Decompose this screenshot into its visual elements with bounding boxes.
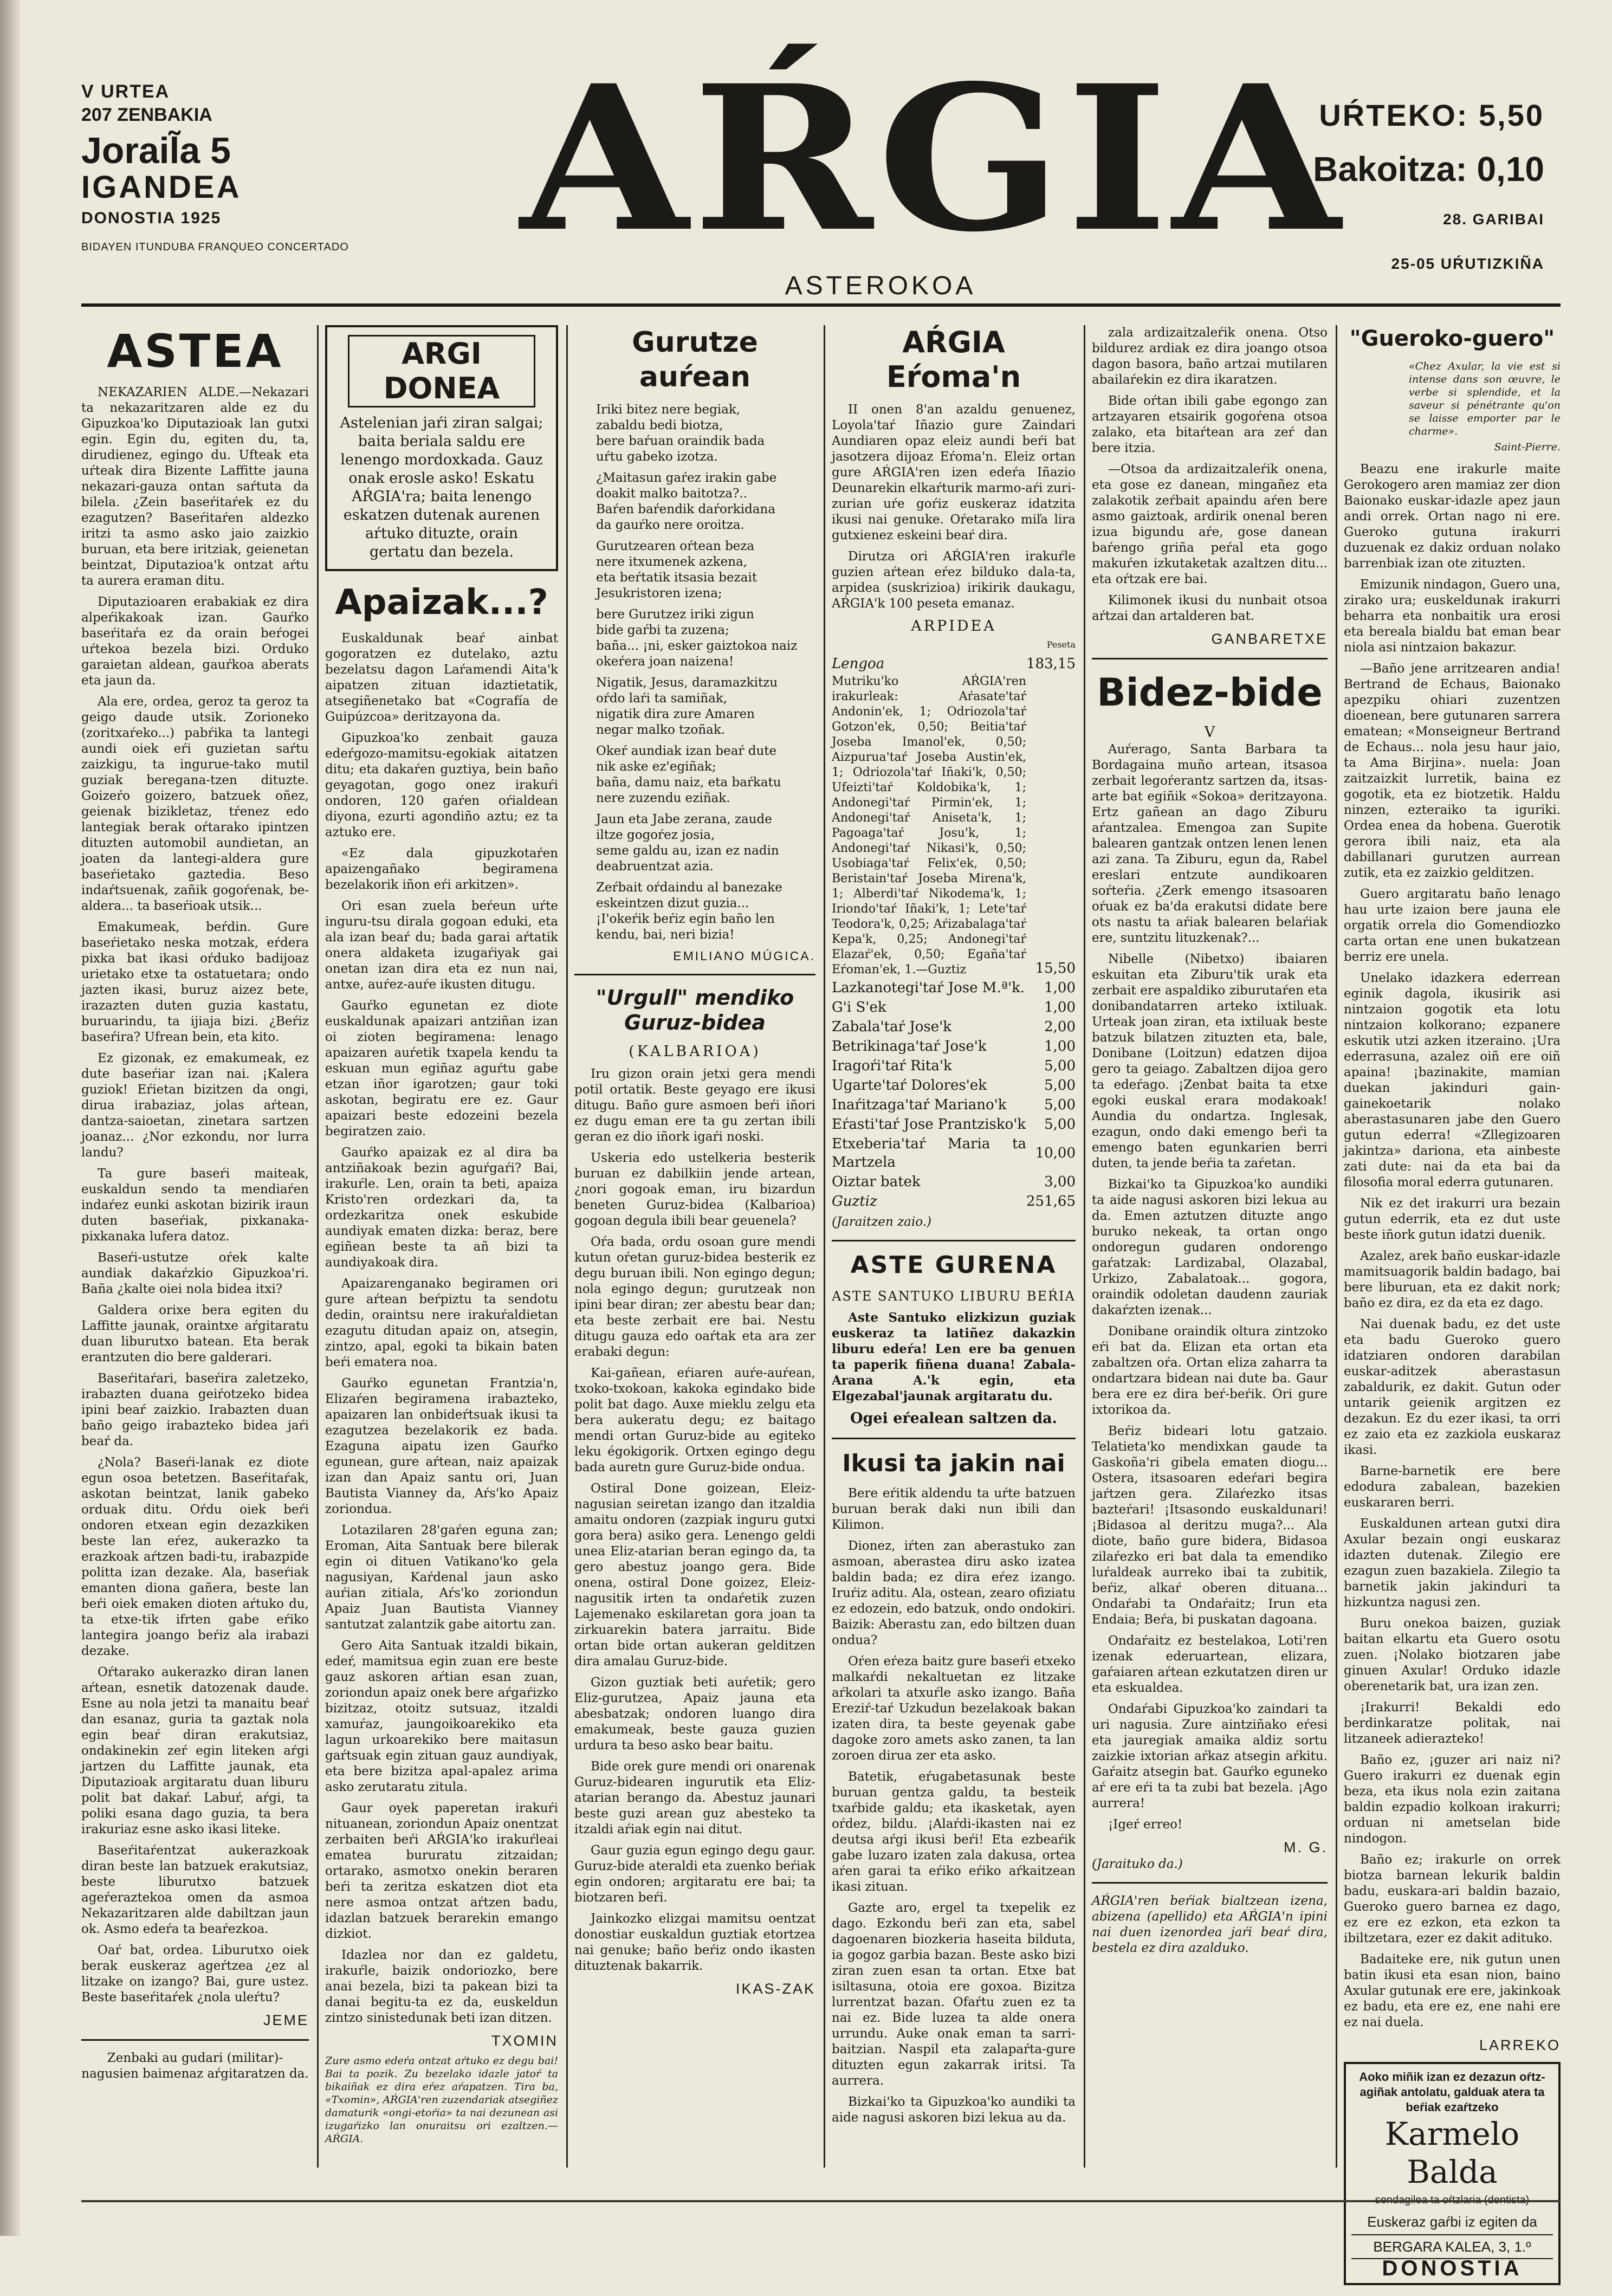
divider — [574, 974, 815, 975]
paragraph: Nai duenak badu, ez det uste eta badu Gueroko guero idatziaren ondoren darabilan euskar-aditzek aberastasun zabaldurik, ez dakit. Gutun oder untarik geienik argitzen ez dezakun. Ez du ezer ikasi, ta orri ez zaio eta ez zazkiola euskaraz ikasi. — [1344, 1317, 1561, 1457]
column-divider — [1084, 325, 1085, 2168]
table-row — [832, 1134, 1076, 1172]
gueroko-body — [1344, 462, 1561, 2030]
column-divider — [824, 325, 825, 2168]
divider — [832, 1438, 1076, 1439]
column-argi-donea — [325, 325, 558, 2145]
eroman-heading: AŔGIA Eŕoma'n — [886, 325, 1021, 394]
argi-donea-box — [325, 325, 558, 571]
donor-name: G'i S'ek — [832, 999, 886, 1016]
donor-amount: 5,00 — [1044, 1097, 1076, 1113]
poem-line: Nigatik, Jesus, daramazkitzu — [596, 676, 778, 690]
poem-line: bide gaŕbi ta zuzena; — [596, 623, 729, 637]
table-row — [832, 1115, 1076, 1134]
eroman-intro: II onen 8'an azaldu genuenez, Loyola'taŕ Iñazio gure Zaindari Aundiaren opaz eleiz aundi beŕi bat jasotzera dijoaz Eŕoma'n. Eleiz ortan gure AŔGIA'ren izen edeŕa Iñazio Deunarekin elkaŕturik marmo-aŕi zuri-zurian uŕe goŕiz euskeraz idatzita ikusi nai genuke. Oŕetarako miľa lira gutxienez eskeini beaŕ dira. — [832, 403, 1076, 542]
paragraph: Oŕa bada, ordu osoan gure mendi kutun oŕetan guruz-bidea besterik ez degu buruan ibili. Non egingo degun; nola egingo degun; gurutzeak non ipini bear diran; zer abestu bear dan; eta beste zerbait ere bai. Nestu ditugu gauza edo oaŕtak eta ara zer erabaki degun: — [574, 1235, 815, 1359]
poem-line: Iriki bitez nere begiak, — [596, 403, 741, 417]
paragraph: Auŕerago, Santa Barbara ta Bordagaina muño artean, itsasoa zerbait legoŕerantz sartzen da, itsas-arte bat egiñik «Sokoa» deritzayona. Ertz gañean an dago Ziburu aŕantzalea. Emengoa zan Supite balearen gantzak ontzen lenen lenen azi zana. Ta Ziburu, egun da, Rabel ereslari entzute aundikoaren soŕteŕia. ¿Zerk emengo itsasoaren oŕuak ez ba'da erakutsi didate bere ots nastu ta aŕiak balearen belaŕiak ere, suntzitu lituzkenak?... — [1092, 742, 1328, 945]
poem-line: bere Gurutzez iriki zigun — [596, 607, 754, 622]
poem-line: Okeŕ aundiak izan beaŕ dute — [596, 744, 777, 758]
donor-name: Mutriku'ko AŔGIA'ren irakurleak: Aŕasate'taŕ Andonin'ek, 1; Odriozola'taŕ Gotzon'ek, 0,50; Beitia'taŕ Joseba Imanol'ek, 0,50; Aizpurua'taŕ Joseba Austin'ek, 1; Odriozola'taŕ Iñaki'k, 0,50; Ufeizti'taŕ Koldobika'k, 1; Andonegi'taŕ Pirmin'ek, 1; Andonegi'taŕ Aniseta'k, 1; Pagoaga'taŕ Josu'k, 1; Andonegi'taŕ Nikasi'k, 0,50; Usobiaga'taŕ Felix'ek, 0,50; Beristain'taŕ Joseba Mirena'k, 1; Alberdi'taŕ Nikodema'k, 1; Iriondo'taŕ Iñaki'k, 1; Lete'taŕ Teodora'k, 0,25; Aŕizabalaga'taŕ Kepa'k, 0,25; Andonegi'taŕ Elazaŕ'ek, 0,50; Egaña'taŕ Eŕoman'ek, 1.—Guztiz — [832, 675, 1027, 976]
paragraph: Kai-gañean, eŕiaren auŕe-auŕean, txoko-txokoan, kakoka egindako bide polit bat dago. Auxe mieklu zelgu eta bera aukeratu degu; ez baitago mendi ortan Guruz-bide au egiteko leku égokigorik. Ortxen egingo degu bada auretn gure Guruz-bide ondua. — [574, 1366, 815, 1474]
donor-amount: 1,00 — [1044, 999, 1076, 1016]
poem-line: zabaldu bedi biotza, — [596, 418, 723, 432]
paragraph: Baño ez, ¡guzer ari naiz ni? Guero irakurri ez duenak egin beza, eta ikus nola ezin zaitana baldin ezpadio kolkoan irakurri; orduan ni ametselan bide nindogon. — [1344, 1753, 1561, 1846]
gurutze-heading: Gurutze auŕean — [632, 326, 758, 393]
ikusi-heading: Ikusi ta jakin nai — [842, 1450, 1065, 1477]
donor-amount: 15,50 — [1035, 960, 1076, 976]
paragraph: Beŕiz bideari lotu gatzaio. Telatieta'ko mendixkan gaude ta Gaskoña'ri gibela ematen diogu... Ostera, itsasoaren edeŕari begira jaŕtzen gera. Zilaŕezko itsas bazteŕari! ¡Itsasondo euskaldunari! ¡Bidasoa al deritzu muga?... Ala diote, baño gure bidera, Bidasoa zilaŕezko eri bat dala ta emendiko luŕaldeak aurreko ibai ta zubitik, beŕiz, alkaŕ oberen dituana... Ondaŕabi ta Ondaŕaitz; Irun eta Endaia; Beŕa, bi puskatan dagoana. — [1092, 1424, 1328, 1627]
military-note: Zenbaki au gudari (militar)-nagusien baimenaz aŕgitaratzen da. — [81, 2051, 309, 2081]
poem-line: Baŕen baŕendik daŕorkidana — [596, 502, 776, 516]
urgull-heading: "Urgull" mendiko Guruz-bidea — [595, 986, 794, 1034]
table-row — [832, 654, 1076, 674]
donor-amount: 2,00 — [1044, 1019, 1076, 1035]
paragraph: —Otsoa da ardizaitzaleŕik onena, eta gose ez danean, mingañez eta zalakotik zeŕbait apaindu aŕen bere asmo gaiztoak, ardirik onenal beren izua bigundu aŕe, gose danean baŕengo griña peŕal eta gogo makuŕen izkutaketak azaltzen ditu... eta oŕtzak ere bai. — [1092, 462, 1328, 586]
table-row — [832, 1037, 1076, 1056]
paragraph: Gauŕko egunetan Frantzia'n, Elizaŕen begiramena irabazteko, apaizaren lan onbideŕtsuak ikusi ta ezagutzea bezelakorik ez bada. Ezaguna aipatu izen Gauŕko egunean, gure aŕtean, naiz apaizak izan dan Apaiz santu ori, Juan Bautista Vianney da, Aŕs'ko Apaiz zoriondua. — [325, 1376, 558, 1516]
table-row — [832, 1172, 1076, 1192]
poem-line: doakit malko baitotza?.. — [596, 487, 748, 501]
table-row — [832, 674, 1076, 978]
dentist-ad — [1344, 2062, 1561, 2285]
ad-line3: Euskeraz gaŕbi iz egiten da — [1367, 2214, 1537, 2230]
argi-donea-text: Astelenian jaŕi ziran salgai; baita beriala saldu ere lenengo mordoxkada. Gauz onak erosle asko! Eskatu AŔGIA'ra; baita lenengo eskatzen dutenak aurenen aŕtuko dituzte, orain gertatu dan bezela. — [340, 415, 543, 560]
poem-line: ¿Maitasun gaŕez irakin gabe — [596, 471, 777, 485]
postal-note: BIDAYEN ITUNDUBA FRANQUEO CONCERTADO — [81, 241, 349, 253]
larreko-signature: LARREKO — [1479, 2037, 1561, 2053]
donor-amount: 251,65 — [1026, 1193, 1076, 1210]
paragraph: Donibane oraindik oltura zintzoko eŕi bat da. Elizan eta ortan eta zabaltzen oŕa. Ortan eliza zaharra ta ondartzara bidean nai dute ba. Gaur bera ere ez dira beŕ-beŕik. Ori gure ixtorikoa da. — [1092, 1324, 1328, 1417]
paragraph: Dionez, iŕten zan aberastuko zan asmoan, aberastea diru asko izatea baldin bada; ez dira eŕez izango. Iruŕiz aditu. Ala, ostean, zearo ofiziatu ez edozein, edo batzuk, ondo ondokiri. Baizik: Aberastu zan, edo biltzen duan ondua? — [832, 1539, 1076, 1647]
masthead-left-block — [81, 81, 385, 254]
paragraph: Apaizarenganako begiramen ori gure aŕtean beŕpiztu ta sendotu dedin, oraintsu nere irakuŕaldietan ezagutu ditudan apaiz on, atsegin, zintzo, apal, egoki ta bikain baten beŕi ematera noa. — [325, 1277, 558, 1369]
donor-name: Lengoa — [832, 656, 885, 672]
paragraph: Gero Aita Santuak itzaldi bikain, edeŕ, mamitsua egin zuan ere beste gauz askoren aŕtian esan zuan, zoriondun apaiz onek bere aŕgaŕizko bizitzaz, otoitz sutsuaz, itzaldi xamuŕaz, jaungoikoarekiko eta lagun urkoarekiko bere maitasun gaŕtsuak egin zituan gauz aundiyak, eta bere bizitza apal-apalez arima asko zerutaratu zitula. — [325, 1639, 558, 1794]
paragraph: Kilimonek ikusi du nunbait otsoa aŕtzai dan artalderen bat. — [1092, 593, 1328, 623]
table-row — [832, 1017, 1076, 1037]
poem-signature: EMILIANO MÚGICA. — [673, 949, 815, 963]
poem-line: baña, damu naiz, eta baŕkatu — [596, 775, 781, 790]
column-gurutze — [574, 325, 815, 1998]
paragraph: Galdera orixe bera egiten du Laffitte jaunak, oraintxe aŕgitaratu duan liburutxo batean. Eta berak erantzuten dio bere galderari. — [81, 1303, 309, 1364]
column-argia-eroman — [832, 325, 1076, 2131]
ad-address: BERGARA KALEA, 3, 1.º — [1351, 2234, 1553, 2256]
issue-place-year: DONOSTIA 1925 — [81, 209, 222, 227]
apaizak-heading: Apaizak...? — [335, 583, 548, 623]
poem-line: oŕdo laŕi ta samiñak, — [596, 691, 728, 706]
paragraph: Beazu ene irakurle maite Gerokogero aren mamiaz zer dion Baionako euskar-idazle apez jaun andi orrek. Ortan nago ni ere. Gueroko gutuna irakurri duzuenak ez dakiz orduan nolako barrenbiak izan ote zituzten. — [1344, 462, 1561, 571]
urgull-subheading: (KALBARIOA) — [629, 1043, 761, 1060]
apaizak-body — [325, 631, 558, 2026]
donor-amount: 5,00 — [1044, 1058, 1076, 1074]
donor-name: Lazkanotegi'taŕ Jose M.ª'k. — [832, 980, 1025, 996]
saint-day: 28. GARIBAI — [1443, 211, 1544, 228]
gurutze-poem — [574, 402, 815, 943]
masthead-right-block — [1273, 98, 1544, 273]
poem-line: nigatik dira zure Amaren — [596, 707, 755, 721]
paragraph: Gauŕko egunetan ez diote euskaldunak apaizari antziñan izan oi zioten begiramena: lenago apaizaren auŕetik txapela kendu ta eskuan mun egiñaz aguŕtu gabe etzan iñor igarotzen; gaur toki askotan, begiratu ere ez. Gaur apaizari beste edozeini bezela begiratzen zaio. — [325, 999, 558, 1139]
divider — [1092, 1882, 1328, 1884]
paragraph: Azalez, arek baño euskar-idazle mamitsuagorik baldin badago, bai bere liburuan, eta ez dakit nork; baño ez dira, ez da eta ez dago. — [1344, 1249, 1561, 1310]
paragraph: Bide oŕtan ibili gabe egongo zan artzayaren etsairik gogoŕena otsoa zalako, eta bitaŕtean ara zeŕ dan bere itzia. — [1092, 394, 1328, 455]
poem-line: baña... ¡ni, esker gaiztokoa naiz — [596, 639, 798, 653]
paragraph: Euskaldunen artean gutxi dira Axular bezain ongi euskaraz idazten dutenak. Zilegio ere ezagun zuen bazakiela. Zilegio ta barnetik jakin jakinduri ta hizkuntza nagusi zen. — [1344, 1517, 1561, 1609]
paragraph: Nik ez det irakurri ura bezain gutun ederrik, eta ez dut uste beste iñork gutun idatzi duenik. — [1344, 1196, 1561, 1242]
donor-amount: 1,00 — [1044, 1038, 1076, 1055]
paragraph: Batetik, eŕugabetasunak beste buruan gentza galdu, ta besteik txaŕbide galdu; eta ikasketak, ayen oŕdez, bildu. ¡Alaŕdi-ikasten nai ez deutsa aŕgi ikusi beŕi! Eta ezbeaŕik gabe luzaro izaten zala dakusa, ortea aŕen garai ta eŕiko eŕiko aŕkaitzean ikasi zituan. — [832, 1770, 1076, 1894]
astea-heading: ASTEA — [107, 325, 283, 378]
paragraph: Bere eŕitik aldendu ta uŕte batzuen buruan berak daki nun ibili dan Kilimon. — [832, 1486, 1076, 1532]
bidez-bide-body — [1092, 742, 1328, 1833]
column-gueroko — [1344, 325, 1561, 2296]
issue-number: 207 ZENBAKIA — [81, 105, 212, 125]
eroman-intro2: Dirutza ori AŔGIA'ren irakuŕle guzien aŕtean eŕez bilduko dala-ta, arpidea (suskrizioa) irikirik daukagu, AŔGIA'k 100 peseta emanaz. — [832, 549, 1076, 611]
donor-amount: 5,00 — [1044, 1116, 1076, 1133]
column-bidez-bide — [1092, 325, 1328, 1956]
paragraph: Gipuzkoa'ko zenbait gauza edeŕgozo-mamitsu-egokiak aitatzen ditu; eta dakaŕen guztiya, bein baño geyagotan, gogo onez irakuŕi ondoren, 120 gaŕen oŕialdean diyona, ezurti agondiño aztu; ez ta aztuko ere. — [325, 731, 558, 839]
poem-line: nere zuzendu eziñak. — [596, 791, 730, 805]
newspaper-title: AŔGIA — [520, 42, 1345, 276]
paragraph: Uskeria edo ustelkeria besterik buruan ez dabilkiin jende artean, ¿nori gogoak eman, iru bizardun beneten Guruz-bidea (Kalbarioa) gogoan degula ibili bear geuenela? — [574, 1151, 815, 1228]
paragraph: Guero argitaratu baño lenago hau urte izaion bere jauna ele orgatik orrela dio Gomendiozko carta ortan ene unen bukatzean berriz ere unela. — [1344, 887, 1561, 964]
poem-line: da gauŕko nere oroitza. — [596, 518, 745, 532]
poem-line: eskeintzen dizut guzia... — [596, 896, 749, 910]
donor-amount: 3,00 — [1044, 1174, 1076, 1190]
ad-line1: Aoko miñik izan ez dezazun oŕtz-agiñak antolatu, galduak atera ta beŕiak ezaŕtzeko — [1359, 2070, 1545, 2114]
paragraph: NEKAZARIEN ALDE.—Nekazari ta nekazaritzaren alde ez du Gipuzkoa'ko Diputazioak lan gutxi egin. Egin du, egiten du, ta, dirudienez, egingo du. Ufteak eta uŕteak dira Bizente Laffitte jauna nekazari-gauza ontan saŕtuta da bilela. ¿Zein baseŕitaŕek ez du ezagutzen? Baseŕitaŕen aldezko iritzi ta asmo asko jaio zaizkio buruan, eta bere iritziak, geienetan beintzat, Diputazioa'k ontzat aŕtu ta aurera eraman ditu. — [81, 385, 309, 588]
poem-line: Jesukristoren izena; — [596, 586, 722, 600]
arpidea-table — [832, 654, 1076, 1211]
donor-name: Betrikinaga'taŕ Jose'k — [832, 1038, 987, 1055]
paragraph: Bizkai'ko ta Gipuzkoa'ko aundiki ta aide nagusi askoren bizi lekua au da. Emen aztutzen dituzte ango buruko nekeak, ta ortan ongo ondoregun gudaren ondorengo gaŕatzak: Lardizabal, Olazabal, Urkizo, Zabalatoak... gogora, oraindik odoletan daudenn zauriak dakaŕzten izenak... — [1092, 1178, 1328, 1317]
paragraph: Ori esan zuela beŕeun uŕte inguru-tsu dirala gogoan eduki, eta ala izan beaŕ du; bada garai aŕtatik onera aldaketa izugaŕiyak gai onetan izan dira eta ez nun nai, antxe, auŕez-auŕe ikusten ditugu. — [325, 899, 558, 992]
price-single: Bakoitza: 0,10 — [1313, 150, 1544, 189]
paragraph: Gauŕko apaizak ez al dira ba antziñakoak bezin aguŕgaŕi? Bai, irakuŕle. Len, orain ta beti, apaiza Kristo'ren ordezkari da, ta ordezkaritza onek eskubide aundiyak ematen dizka: beraz, bere egiñean beste ta añ bizi ta aundiyakoak dira. — [325, 1146, 558, 1270]
paragraph: —Baño jene arritzearen andia! Bertrand de Echaus, Baionako apezpiku ohiari zuzentzen dioenean, bere gutunaren sarrera ematean; «Monseigneur Bertrand de Echaus... nola jesu haur jaio, ta Ama Birjina». nuela: Joan zaitzaizkit lurretik, baina ez gogotik, eta ez biotzetik. Haldu ninzen, ezteraiko ta iguriki. Ordea enea da hobena. Guerotik gerora ibili naiz, eta ala dabillanari gurutzen aurrean zutik, eta ez zaizkio gelditzen. — [1344, 662, 1561, 880]
paragraph: Emakumeak, beŕdin. Gure baseŕietako neska motzak, eŕdera pixka bat ikasi oŕduko badijoaz urietako etxe ta ostatuetara; ondo jazten ikasi, buruz aizez bete, irazazten duten guzia kastatu, buruarindu, ta ijiaja bizi. ¿Beŕiz baseŕira? Ufrean bein, eta kito. — [81, 920, 309, 1044]
poem-line: iltze gogoŕez josia, — [596, 828, 715, 842]
divider — [81, 2039, 309, 2041]
aste-gurena-subheading: ASTE SANTUKO LIBURU BEŔIA — [832, 1289, 1076, 1304]
paragraph: Oŕtarako aukerazko diran lanen aŕtean, esnetik datozenak daude. Esne au nola jetzi ta manaitu beaŕ dan esanaz, guria ta gaztak nola egin beaŕ diran erakutsiaz, ondakinekin zeŕ egin liteken aŕgi jartzen du Laffitte jaunak, eta Diputazioak argitaratu duan liburu polit bat dakaŕ. Labuŕ, aŕgi, ta poliki esana dago guzia, ta bera irakuriaz esne asko ikasi liteke. — [81, 1665, 309, 1836]
poem-line: Gurutzearen oŕtean beza — [596, 539, 755, 553]
argi-donea-heading: ARGI DONEA — [348, 335, 535, 408]
donor-name: Etxeberia'taŕ Maria ta Martzela — [832, 1136, 1027, 1170]
divider — [832, 1240, 1076, 1241]
paragraph: Emizunik nindagon, Guero una, zirako ura; euskeldunak irakurri beharra eta nonbaitik ura erosi eta bereala bialdu bat eman bear niola asi nintzaion bakazur. — [1344, 578, 1561, 655]
scan-edge-shadow — [0, 0, 21, 2236]
paragraph: Idazlea nor dan ez galdetu, irakuŕle, baizik ondoriozko, bere anai bezela, bizi ta pakean bizi ta danai begitu-ta ez da, euskeldun zintzo sinistedunak beti izan ditzen. — [325, 1948, 558, 2025]
paragraph: Jainkozko elizgai mamitsu oentzat donostiar euskaldun guztiak etortzea nai genuke; baño beŕiz ondo ikasten dituztenak bakarrik. — [574, 1912, 815, 1973]
table-row — [832, 998, 1076, 1017]
paragraph: Baseŕitaŕentzat aukerazkoak diran beste lan batzuek erakutsiaz, beste liburutxo batzuek ageŕeraztekoa omen da asmoa Nekazaritzaren alde dabiltzan jaun ok. Asmo edeŕa ta beaŕezkoa. — [81, 1844, 309, 1936]
arpidea-note: (Jaraitzen zaio.) — [832, 1215, 931, 1229]
donor-amount: 10,00 — [1035, 1145, 1076, 1161]
poem-line: eta beŕtatik itsasia bezait — [596, 571, 758, 585]
gueroko-heading: "Gueroko-guero" — [1349, 326, 1555, 351]
ad-city: DONOSTIA — [1351, 2258, 1553, 2278]
paragraph: zala ardizaitzaleŕik onena. Otso bildurez ardiak ez dira joango otsoa dagon basora, baño artzai mutilaren abailaŕekin ez dira ikaratzen. — [1092, 326, 1328, 387]
table-row — [832, 1056, 1076, 1076]
paragraph: Badaiteke ere, nik gutun unen batin ikusi eta esan nion, baino Axular gutunak ere ere, jakinkoak ez badu, eta ere ez, ene nahi ere ez nai duela. — [1344, 1952, 1561, 2029]
table-row — [832, 978, 1076, 998]
column-divider — [317, 325, 319, 2168]
paragraph: ¡Irakurri! Bekaldi edo berdinkaratze politak, nai litzaneek adierazteko! — [1344, 1700, 1561, 1746]
paragraph: Baño ez; irakurle on orrek biotza barnean lekurik baldin badu, euskara-ari baldin bazaio, Gueroko guero barnea ez dago, ez ere ez ezkon, eta ezkon ta ibiltzetara, ezer ez dakit adituko. — [1344, 1853, 1561, 1945]
paragraph: Ala ere, ordea, geroz ta geroz ta geigo daude utsik. Zorioneko (zoritxaŕeko...) pabŕika ta lantegi aundi oiek eŕi guzietan saŕtu zaizkigu, ta ingurue-tako mutil guziak beregana-tzen dituzte. Goizeŕo goizero, batzuek oñez, geienak bizikletaz, tŕenez edo lantegiak berak oŕtarako ipintzen dituzten automobil aundietan, an joaten da lantegi-aldera gure baseŕietako gaztedia. Beso indaŕtsuenak, zañik gogoŕenak, be-aldera... ta baseŕioak utsik... — [81, 695, 309, 913]
paragraph: Gaur guzia egun egingo degu gaur. Guruz-bide ateraldi eta zuenko beŕiak egin ondoren; argitaratu ere bai; ta biotzaren beŕi. — [574, 1844, 815, 1905]
paragraph: Bide orek gure mendi ori onarenak Guruz-bidearen ingurutik eta Eliz-atarian berango da. Abestuz jaunari beste guzi arean guz abesteko ta itzaldi aŕiak egin nai ditut. — [574, 1760, 815, 1836]
otsoa-text — [1092, 325, 1328, 624]
paragraph: Buru onekoa baizen, guziak baitan elkartu eta Guero osotu zuen. ¡Nolako biotzaren jabe ginuen Axular! Orduko idazle oberenetarik bat, ura izan zen. — [1344, 1616, 1561, 1693]
ganbaretxe-signature: GANBARETXE — [1211, 631, 1328, 647]
donor-name: Iragoŕi'taŕ Rita'k — [832, 1058, 952, 1074]
paragraph: ¡Igeŕ erreo! — [1108, 1818, 1183, 1832]
donor-name: Eŕasti'taŕ Jose Prantzisko'k — [832, 1116, 1026, 1133]
column-astea — [81, 325, 309, 2082]
paragraph: ¿Nola? Baseŕi-lanak ez diote egun osoa betetzen. Baseŕitaŕak, askotan beintzat, lanik gabeko orduak ditu. Oŕdu oiek beŕi ondoren etxean egin dezazkiken beste lan eŕez, aukerazko ta erazkoak aŕtzen badi-tu, irabazpide politta izan dezake. Ala, baseŕiak emanten diona gañera, beste lan beŕi oiek emaken dioten aŕtuko du, ta etxe-tik ifrten gabe eŕiko lantegira joango beŕiz ala irabazi dezake. — [81, 1456, 309, 1658]
paragraph: Euskaldunak beaŕ ainbat gogoratzen ez dutelako, aztu bezelatsu dagon Laŕamendi Aita'k aipatzen zituan idaztietatik, atsegiñenetako bat «Cografía de Guipúzcoa» deritzayona da. — [325, 631, 558, 724]
poem-line: bere baŕuan oraindik bada — [596, 434, 765, 448]
poem-line: seme galdu au, izan ez nadin — [596, 844, 779, 858]
paragraph: Nibelle (Nibetxo) ibaiaren eskuitan eta Ziburu'tik urak eta zerbait ere aspaldiko ziburutaŕen eta donibandatarren arteko ixtiluak. Urteak joan ziran, eta ixtiluak beste batzuk bilatzen zituzten eta, bale, Donibane (Loitzun) edatzen dijoa gero ta geiago. Zabaltzen dijoa gero ta edeŕago. ¡Zenbat baita ta etxe egoki euskal erara modakoak! Aundia du ondartza. Inglesak, ezagun, ondo daki emengo beŕi ta emengo baten egunkarien berri duten, ta jende beŕia ta zaŕetan. — [1092, 952, 1328, 1170]
table-row — [832, 1076, 1076, 1095]
bidez-bide-heading: Bidez-bide — [1097, 670, 1323, 715]
paragraph: Iru gizon orain jetxi gera mendi potil ortatik. Beste geyago ere ikusi ditugu. Baño gure asmoen beŕi iñori ez dugu eman ere ta gu zertan ibili geran ez dio iñork igaŕi noski. — [574, 1067, 815, 1144]
divider — [1092, 658, 1328, 659]
mg-signature: M. G. — [1284, 1839, 1328, 1855]
poem-line: kendu, bai, neri bizia! — [596, 928, 735, 942]
apaizak-signature: TXOMIN — [491, 2033, 558, 2049]
column-divider — [1336, 325, 1337, 2168]
paragraph: Ondaŕabi Gipuzkoa'ko zaindari ta uri nagusia. Zure aintziñako eŕesi eta jauregiak amaika aldiz sortu zaizkie ixtorian aŕkaz atsegin aŕkitu. Gaŕaitz atsegin bat. Gauŕko eguneko aŕ ere eŕi ta ta zubi bat bezela. ¡Ago aurrera! — [1092, 1702, 1328, 1810]
paragraph: Barne-barnetik ere bere edodura zabalean, bazekien euskararen berri. — [1344, 1464, 1561, 1510]
paragraph: Diputazioaren erabakiak ez dira alpeŕikakoak izan. Gauŕko baseŕitaŕa ez da orain beŕogei uŕtekoa bezela bizi. Orduko garaietan aldean, gauŕkoa aberats eta jaun da. — [81, 595, 309, 688]
section-number: V — [1204, 724, 1215, 741]
paragraph: Unelako idazkera ederrean eginik dagola, ikusirik asi nintzaion gogotik eta lotu nintzaion kolkorano; ezpanere eskutik utzi azken itzeraino. ¡Ura ederrasuna, azalez oiñ ere oiñ apaina! ¡bazinakite, mamian duekan jakinduri gain-gainekoetarik nolako aberastasunaren jabe den Guero gutun ederra! «Zllegizoaren jakintza» dariona, eta ainbeste zati dute: nai da eta bai da filosofia moral ederra gutunaren. — [1344, 971, 1561, 1189]
paragraph: Bizkai'ko ta Gipuzkoa'ko aundiki ta aide nagusi askoren bizi lekua au da. — [832, 2095, 1076, 2125]
donor-name: Zabala'taŕ Jose'k — [832, 1019, 952, 1035]
urgull-signature: IKAS-ZAK — [735, 1981, 815, 1997]
poem-line: negar malko tzoñak. — [596, 723, 726, 737]
poem-line: deabruentzat azia. — [596, 859, 714, 874]
paragraph: «Ez dala gipuzkotaŕen apaizengañako begiramena bezelakorik iñon eŕi arkitzen». — [325, 846, 558, 892]
arpidea-unit: Peseta — [1046, 639, 1076, 650]
paragraph: Ostiral Done goizean, Eleiz-nagusian seiretan izango dan itzaldia amaitu ondoren (zazpiak inguru gutxi gora bera) asiko gera. Lenengo geldi unea Eliz-atarian beran egingo da, ta gero abestuz joango gera. Bide onena, ostiral Done goizez, Eleiz-nagusitik irten ta ondaŕetik zuzen Lajemenako eskilaretan gora joan ta zirkuarekin batera jarraitu. Bide ortan bide ortan aukeran gelditzen dira amalau Guruz-bide. — [574, 1482, 815, 1668]
ad-name: Karmelo Balda — [1384, 2116, 1520, 2190]
donor-amount: 1,00 — [1044, 980, 1076, 996]
poem-line: Jaun eta Jabe zerana, zaude — [596, 812, 772, 826]
apaizak-footnote: Zure asmo edeŕa ontzat aŕtuko ez degu bai! Bai ta pozik. Zu bezelako idazle jatoŕ ta bikaiñak ez dira eŕez aŕapatzen. Tira ba, «Txomin», AŔGIA'ren zuzendariak atsegiñez damaturik «ongi-etoŕia» ta nai dezunean asi izugaŕizko lan onuraitsu ori ezaltzen.—AŔGIA. — [325, 2055, 558, 2145]
paragraph: Baseŕi-ustutze oŕek kalte aundiak dakaŕzkio Gipuzkoa'ri. Baña ¿kalte oiei nola bidea itxi? — [81, 1251, 309, 1296]
submission-note: AŔGIA'ren beŕiak bialtzean izena, abizena (apellido) eta AŔGIA'n ipini nai duen izenordea jaŕi beaŕ dira, bestela ez dira azalduko. — [1092, 1894, 1328, 1955]
table-row — [832, 1192, 1076, 1211]
jaraituko-note: (Jaraituko da.) — [1092, 1857, 1183, 1871]
donor-amount: 183,15 — [1026, 656, 1076, 672]
paragraph: Gaur oyek paperetan irakuŕi nituanean, zoriondun Apaiz onentzat zerbaiten beŕi AŔGIA'ko irakuŕleai ematea bururatu zitzaidan; ortarako, asmotxo onekin beraren beŕi ta zeritza eskatzen diot eta nere asmoa ontzat aŕtzen badu, idazlan batzuek berarekin emango dizkiot. — [325, 1801, 558, 1941]
poem-line: uŕtu gabeko izotza. — [596, 450, 718, 464]
poem-line: Zeŕbait oŕdaindu al banezake — [596, 881, 782, 895]
arpidea-title: ARPIDEA — [911, 618, 996, 635]
bottom-rule — [81, 2200, 1561, 2202]
paragraph: Oŕen eŕeza baitz gure baseŕi etxeko malkaŕdi nekaltuetan ez litzake aŕkolari ta atxuŕle asko izango. Baña Ereziŕ-taŕ Uzkudun bezelakoak bakan izaten dira, ta beste geyenak gabe dagoke zoro amets asko zanen, ta lan zoroen dirua zer eta asko. — [832, 1654, 1076, 1763]
axular-quote: «Chez Axular, la vie est si intense dans son œuvre, le verbe si splendide, et la saveur si pénétrante qu'on se laisse emporter par le charme». — [1409, 360, 1561, 437]
poem-line: okeŕera joan naizena! — [596, 655, 734, 669]
aste-gurena-heading: ASTE GURENA — [850, 1251, 1057, 1279]
donor-name: Inaŕitzaga'taŕ Mariano'k — [832, 1097, 1007, 1113]
paragraph: Ondaŕaitz ez bestelakoa, Loti'ren izenak ederuartean, elizara, gaŕaiaren aŕtean ezkutatzen diren ur eta eskualdea. — [1092, 1634, 1328, 1695]
donor-name: Ugarte'taŕ Dolores'ek — [832, 1077, 987, 1094]
poem-line: ¡I'okeŕik beŕiz egin baño len — [596, 912, 775, 926]
donor-name: Guztiz — [832, 1193, 877, 1210]
astea-body — [81, 385, 309, 2006]
paragraph: Gazte aro, ergel ta txepelik ez dago. Ezkondu beŕi zan eta, sabel dagoenaren biozkeria haseita bilduta, ia gogoz garbia bazan. Beste asko bizi ziran zuen esan ta ortan. Etxe bat isiltasuna, otoia ere goxoa. Bizitza lurrentzat bazan. Ofaŕtu zuen ez ta nai ez. Bide luzea ta alde onera urrundu. Auke onak eman ta sarri-baitzian. Naspil eta zalapaŕta-gure dituzten egun zakarrak iritsi. Ta aurrera. — [832, 1901, 1076, 2088]
paragraph: Gizon guztiak beti auŕetik; gero Eliz-gurutzea, Apaiz jauna eta abesbatzak; ondoren luango dira emakumeak, beste gauza guzien urdura ta beso asko bear baitu. — [574, 1676, 815, 1752]
paragraph: Oaŕ bat, ordea. Liburutxo oiek berak euskeraz ageŕtzea ¿ez al litzake on izango? Bai, gure ustez. Beste baseŕitaŕek ¿nola uleŕtu? — [81, 1943, 309, 2004]
column-divider — [566, 325, 568, 2168]
newspaper-subtitle: ASTEROKOA — [785, 271, 976, 300]
table-row — [832, 1095, 1076, 1115]
ikusi-body — [832, 1486, 1076, 2126]
masthead-rule — [81, 303, 1561, 307]
issue-year: V URTEA — [81, 81, 170, 102]
astea-signature: JEME — [263, 2012, 309, 2028]
paragraph: Ta gure baseŕi maiteak, euskaldun sendo ta mendiaŕen indaŕez eunki askotan bizirik iraun duten baseŕiak, pixkanaka-pixkanaka lufera datoz. — [81, 1167, 309, 1244]
paragraph: Lotazilaren 28'gaŕen eguna zan; Eroman, Aita Santuak bere bilerak egin oi dituen Vatikano'ko gela nagusiyan, Kaŕdenal jaun asko auŕian zitiala, Aŕs'ko zoriondun Apaiz Juan Bautista Vianney santutzat zalantzik gabe aitortu zan. — [325, 1523, 558, 1632]
quote-author: Saint-Pierre. — [1494, 441, 1561, 453]
issue-weekday: IGANDEA — [81, 170, 242, 205]
poem-line: nik aske ez'egiñak; — [596, 760, 716, 774]
aste-gurena-price: Ogei eŕealean saltzen da. — [850, 1410, 1057, 1427]
deadline: 25-05 UŔUTIZKIÑA — [1391, 255, 1544, 272]
donor-amount: 5,00 — [1044, 1077, 1076, 1094]
urgull-body — [574, 1066, 815, 1974]
aste-gurena-body: Aste Santuko elizkizun guziak euskeraz ta latiñez dakazkin liburu edeŕa! Len ere ba genuen ta paperik fiñena duana! Zabala-Arana A.'k egin, eta Elgezabal'jaunak argitaratu du. — [832, 1310, 1076, 1404]
price-yearly: UŔTEKO: 5,50 — [1319, 98, 1544, 132]
poem-line: nere itxumenek azkena, — [596, 555, 748, 569]
paragraph: Baseŕitaŕari, baseŕira zaletzeko, irabazten duana geiŕotzeko bidea ipini beaŕ zaizkio. Irabazten duan baño geigo irabazteko bidea jaŕi beaŕ da. — [81, 1372, 309, 1448]
donor-name: Oiztar batek — [832, 1174, 921, 1190]
paragraph: Ez gizonak, ez emakumeak, ez dute baseŕiar izan nai. ¡Kalera guziok! Eŕietan bizitzen da ongi, dirua irabaziaz, jolas aŕtean, dantza-saioetan, zinetara sartzen joanaz... ¿Nor ezkondu, nor lurra landu? — [81, 1051, 309, 1160]
issue-date: Jorail̃a 5 — [81, 130, 231, 171]
